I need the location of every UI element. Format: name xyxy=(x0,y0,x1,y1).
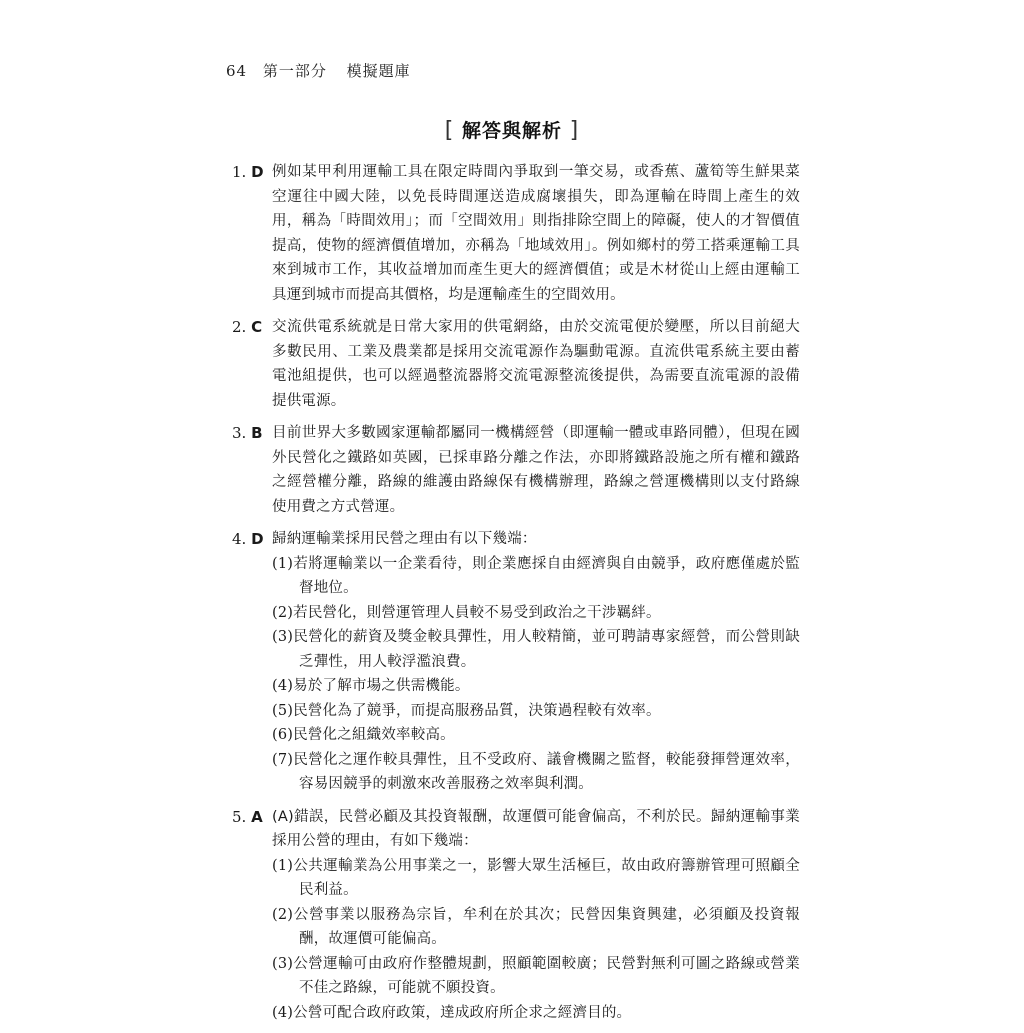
sub-item xyxy=(272,1001,800,1026)
answer-number: 2. xyxy=(232,318,247,336)
sub-item-number: (2) xyxy=(272,604,294,621)
answer-label xyxy=(232,527,272,552)
title-text: 解答與解析 xyxy=(461,120,562,142)
answer-explanation: 例如某甲利用運輸工具在限定時間內爭取到一筆交易，或香蕉、蘆筍等生鮮果菜空運往中國大陸，以免長時間運送造成腐壞損失，即為運輸在時間上產生的效用，稱為「時間效用」；而「空間效用」則指排除空間上的障礙，使人的才智價值提高，使物的經濟價值增加，亦稱為「地域效用」。例如鄉村的勞工搭乘運輸工具來到城市工作，其收益增加而產生更大的經濟價值；或是木材從山上經由運輸工具運到城市而提高其價格，均是運輸產生的空間效用。 xyxy=(272,164,800,303)
answer-label xyxy=(232,160,272,185)
answer-4 xyxy=(232,527,800,797)
answer-choice: D xyxy=(251,530,264,548)
sub-item-text: 民營化為了競爭，而提高服務品質，決策過程較有效率。 xyxy=(293,702,661,719)
answer-2 xyxy=(232,315,800,413)
sub-item-text: 民營化的薪資及獎金較具彈性，用人較精簡，並可聘請專家經營，而公營則缺乏彈性，用人較浮濫浪費。 xyxy=(293,629,800,670)
title-left-bracket: [ xyxy=(444,118,455,143)
answer-3 xyxy=(232,421,800,519)
sub-item-text: 若民營化，則營運管理人員較不易受到政治之干涉羈絆。 xyxy=(293,604,661,621)
answer-choice: B xyxy=(251,424,263,442)
answer-number: 3. xyxy=(232,424,247,442)
answer-list xyxy=(232,160,800,1033)
answer-5 xyxy=(232,805,800,1026)
sub-item-number: (4) xyxy=(272,1004,294,1021)
sub-item-text: 民營化之組織效率較高。 xyxy=(293,727,455,743)
sub-item-text: 公營可配合政府政策，達成政府所企求之經濟目的。 xyxy=(293,1004,632,1021)
sub-item-number: (1) xyxy=(272,555,294,572)
sub-item xyxy=(272,854,800,903)
sub-item-text: 公共運輸業為公用事業之一，影響大眾生活極巨，故由政府籌辦管理可照顧全民利益。 xyxy=(293,857,800,898)
answer-intro: (A)錯誤，民營必顧及其投資報酬，故運價可能會偏高，不利於民。歸納運輸事業採用公營的理由，有如下幾端： xyxy=(272,808,800,849)
sub-item-number: (5) xyxy=(272,702,294,719)
sub-item-text: 民營化之運作較具彈性，且不受政府、議會機關之監督，較能發揮營運效率，容易因競爭的刺激來改善服務之效率與利潤。 xyxy=(293,751,800,792)
sub-item-number: (3) xyxy=(272,629,294,645)
sub-item-text: 公營運輸可由政府作整體規劃，照顧範圍較廣；民營對無利可圖之路線或營業不佳之路線，可能就不願投資。 xyxy=(293,955,800,996)
sub-item-number: (4) xyxy=(272,678,294,694)
answer-explanation xyxy=(272,527,800,797)
section-label: 模擬題庫 xyxy=(346,62,411,80)
title-right-bracket: ] xyxy=(569,118,580,143)
sub-item-number: (3) xyxy=(272,955,294,972)
sub-item xyxy=(272,601,800,626)
sub-item-number: (1) xyxy=(272,857,294,874)
page-number: 64 xyxy=(226,62,248,80)
sub-item xyxy=(272,625,800,674)
chapter-label: 第一部分 xyxy=(262,62,327,80)
sub-item-text: 若將運輸業以一企業看待，則企業應採自由經濟與自由競爭，政府應僅處於監督地位。 xyxy=(293,555,800,596)
answer-intro: 歸納運輸業採用民營之理由有以下幾端： xyxy=(272,531,537,547)
answer-explanation: 交流供電系統就是日常大家用的供電網絡，由於交流電便於變壓，所以目前絕大多數民用、工業及農業都是採用交流電源作為驅動電源。直流供電系統主要由蓄電池組提供，也可以經過整流器將交流電源整流後提供，為需要直流電源的設備提供電源。 xyxy=(272,319,800,409)
section-title xyxy=(0,116,1024,143)
sub-item xyxy=(272,748,800,797)
answer-1 xyxy=(232,160,800,307)
answer-label xyxy=(232,805,272,830)
sub-item-number: (2) xyxy=(272,906,294,923)
sub-item-number: (7) xyxy=(272,751,294,768)
page-header xyxy=(226,60,411,81)
sub-item xyxy=(272,952,800,1001)
sub-item xyxy=(272,903,800,952)
answer-choice: C xyxy=(251,318,263,336)
answer-number: 4. xyxy=(232,530,247,548)
answer-label xyxy=(232,315,272,340)
answer-explanation xyxy=(272,805,800,1026)
answer-explanation: 目前世界大多數國家運輸都屬同一機構經營（即運輸一體或車路同體），但現在國外民營化之鐵路如英國，已採車路分離之作法，亦即將鐵路設施之所有權和鐵路之經營權分離，路線的維護由路線保有機構辦理，路線之營運機構則以支付路線使用費之方式營運。 xyxy=(272,425,800,515)
answer-number: 5. xyxy=(232,807,247,826)
sub-item-text: 易於了解市場之供需機能。 xyxy=(293,678,470,694)
answer-number: 1. xyxy=(232,163,247,181)
sub-item-number: (6) xyxy=(272,727,294,743)
sub-item xyxy=(272,552,800,601)
sub-item-text: 公營事業以服務為宗旨，牟利在於其次；民營因集資興建，必須顧及投資報酬，故運價可能偏高。 xyxy=(293,906,800,947)
sub-item xyxy=(272,699,800,724)
sub-item xyxy=(272,674,800,699)
sub-item xyxy=(272,723,800,748)
answer-choice: A xyxy=(251,807,263,826)
answer-choice: D xyxy=(251,163,264,181)
answer-label xyxy=(232,421,272,446)
